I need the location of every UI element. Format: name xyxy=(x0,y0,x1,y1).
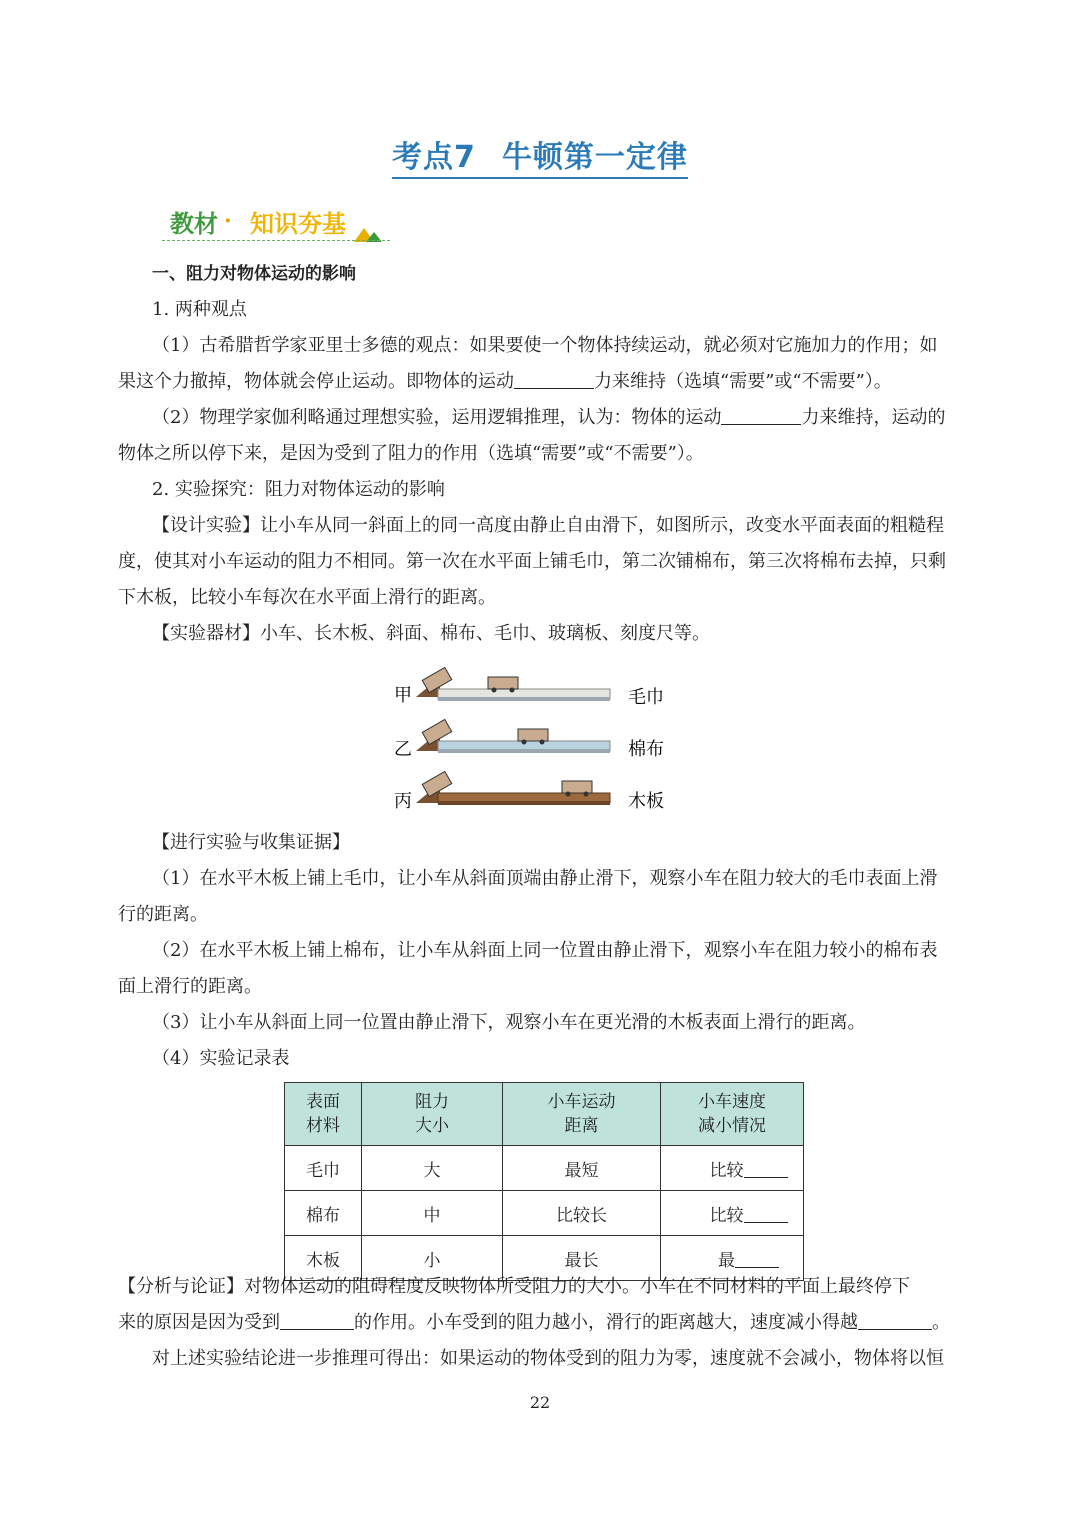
car xyxy=(562,781,592,793)
header-distance: 小车运动 距离 xyxy=(503,1083,661,1146)
proceed-s2a: （2）在水平木板上铺上棉布，让小车从斜面上同一位置由静止滑下，观察小车在阻力较小的棉布表 xyxy=(152,940,938,961)
label-jia: 甲 xyxy=(394,685,412,706)
experiment-figure xyxy=(390,655,690,825)
answer-blank[interactable] xyxy=(858,1311,932,1330)
cell: 木板 xyxy=(285,1236,362,1281)
cell: 中 xyxy=(362,1191,503,1236)
label-towel: 毛巾 xyxy=(628,687,664,708)
view2-text-b: 力来维持，运动的 xyxy=(801,407,946,428)
view2-line2: 物体之所以停下来，是因为受到了阻力的作用（选填“需要”或“不需要”）。 xyxy=(118,443,704,464)
proceed-s3: （3）让小车从斜面上同一位置由静止滑下，观察小车在更光滑的木板表面上滑行的距离。 xyxy=(152,1012,866,1033)
label-wood: 木板 xyxy=(628,791,664,812)
header-material: 表面 材料 xyxy=(285,1083,362,1146)
board-edge xyxy=(438,697,610,701)
page-title xyxy=(0,132,1080,176)
inference: 对上述实验结论进一步推理可得出：如果运动的物体受到的阻力为零，速度就不会减小，物体将以恒 xyxy=(152,1348,944,1369)
board-edge xyxy=(438,749,610,753)
design-line1: 【设计实验】让小车从同一斜面上的同一高度由静止自由滑下，如图所示，改变水平面表面的粗糙程 xyxy=(152,515,944,536)
item-1: 1. 两种观点 xyxy=(152,299,247,320)
title-main: 牛顿第一定律 xyxy=(501,140,688,175)
cell: 最短 xyxy=(503,1146,661,1191)
row-towel xyxy=(394,667,664,708)
badge-right: 知识夯基 xyxy=(250,210,346,238)
cell: 毛巾 xyxy=(285,1146,362,1191)
design-line2: 度，使其对小车运动的阻力不相同。第一次在水平面上铺毛巾，第二次铺棉布，第三次将棉布去掉，只剩 xyxy=(118,551,946,572)
analysis-line2 xyxy=(118,1305,968,1341)
badge-underline xyxy=(162,240,390,241)
design-line3: 下木板，比较小车每次在水平面上滑行的距离。 xyxy=(118,587,496,608)
cell: 最 xyxy=(661,1236,804,1281)
section-heading: 一、阻力对物体运动的影响 xyxy=(152,264,356,284)
label-yi: 乙 xyxy=(394,739,412,760)
view1-text-a: 果这个力撤掉，物体就会停止运动。即物体的运动 xyxy=(118,371,514,392)
proceed-heading: 【进行实验与收集证据】 xyxy=(152,832,350,853)
car xyxy=(488,677,518,689)
answer-blank[interactable] xyxy=(514,370,594,389)
proceed-s2b: 面上滑行的距离。 xyxy=(118,976,262,997)
cell: 最长 xyxy=(503,1236,661,1281)
badge-left: 教材 xyxy=(170,210,218,238)
cell: 小 xyxy=(362,1236,503,1281)
header-speed: 小车速度 减小情况 xyxy=(661,1083,804,1146)
answer-blank[interactable] xyxy=(744,1159,788,1178)
proceed-s4: （4）实验记录表 xyxy=(152,1048,290,1069)
row-wood xyxy=(394,771,664,812)
cell: 大 xyxy=(362,1146,503,1191)
cell: 比较 xyxy=(661,1146,804,1191)
view1-line1: （1）古希腊哲学家亚里士多德的观点：如果要使一个物体持续运动，就必须对它施加力的作用；如 xyxy=(152,335,938,356)
table-row xyxy=(285,1146,804,1191)
label-bing: 丙 xyxy=(394,791,412,812)
cell: 比较 xyxy=(661,1191,804,1236)
title-prefix: 考点7 xyxy=(392,140,476,175)
page-number: 22 xyxy=(529,1393,551,1412)
table-row xyxy=(285,1191,804,1236)
item-2: 2. 实验探究：阻力对物体运动的影响 xyxy=(152,479,445,500)
proceed-s1b: 行的距离。 xyxy=(118,904,208,925)
car xyxy=(518,729,548,741)
view1-line2 xyxy=(118,364,968,400)
record-table xyxy=(284,1082,804,1281)
table-header-row xyxy=(285,1083,804,1146)
view1-text-b: 力来维持（选填“需要”或“不需要”）。 xyxy=(594,371,892,392)
answer-blank[interactable] xyxy=(735,1249,779,1268)
proceed-s1a: （1）在水平木板上铺上毛巾，让小车从斜面顶端由静止滑下，观察小车在阻力较大的毛巾表面上滑 xyxy=(152,868,938,889)
analysis-line1: 【分析与论证】对物体运动的阻碍程度反映物体所受阻力的大小。小车在不同材料的平面上最终停下 xyxy=(118,1276,910,1297)
section-badge xyxy=(162,202,390,242)
view2-line1 xyxy=(152,400,1002,436)
board-edge xyxy=(438,801,610,805)
answer-blank[interactable] xyxy=(280,1311,354,1330)
answer-blank[interactable] xyxy=(744,1204,788,1223)
cell: 棉布 xyxy=(285,1191,362,1236)
analysis-text-a: 来的原因是因为受到 xyxy=(118,1312,280,1333)
badge-dot: · xyxy=(224,208,232,234)
label-cotton: 棉布 xyxy=(628,739,664,760)
analysis-text-b: 的作用。小车受到的阻力越小，滑行的距离越大，速度减小得越 xyxy=(354,1312,858,1333)
view2-text-a: （2）物理学家伽利略通过理想实验，运用逻辑推理，认为：物体的运动 xyxy=(152,407,722,428)
materials: 【实验器材】小车、长木板、斜面、棉布、毛巾、玻璃板、刻度尺等。 xyxy=(152,623,710,644)
row-cotton xyxy=(394,719,664,760)
analysis-text-c: 。 xyxy=(932,1312,950,1333)
answer-blank[interactable] xyxy=(721,406,801,425)
cell: 比较长 xyxy=(503,1191,661,1236)
header-resistance: 阻力 大小 xyxy=(362,1083,503,1146)
